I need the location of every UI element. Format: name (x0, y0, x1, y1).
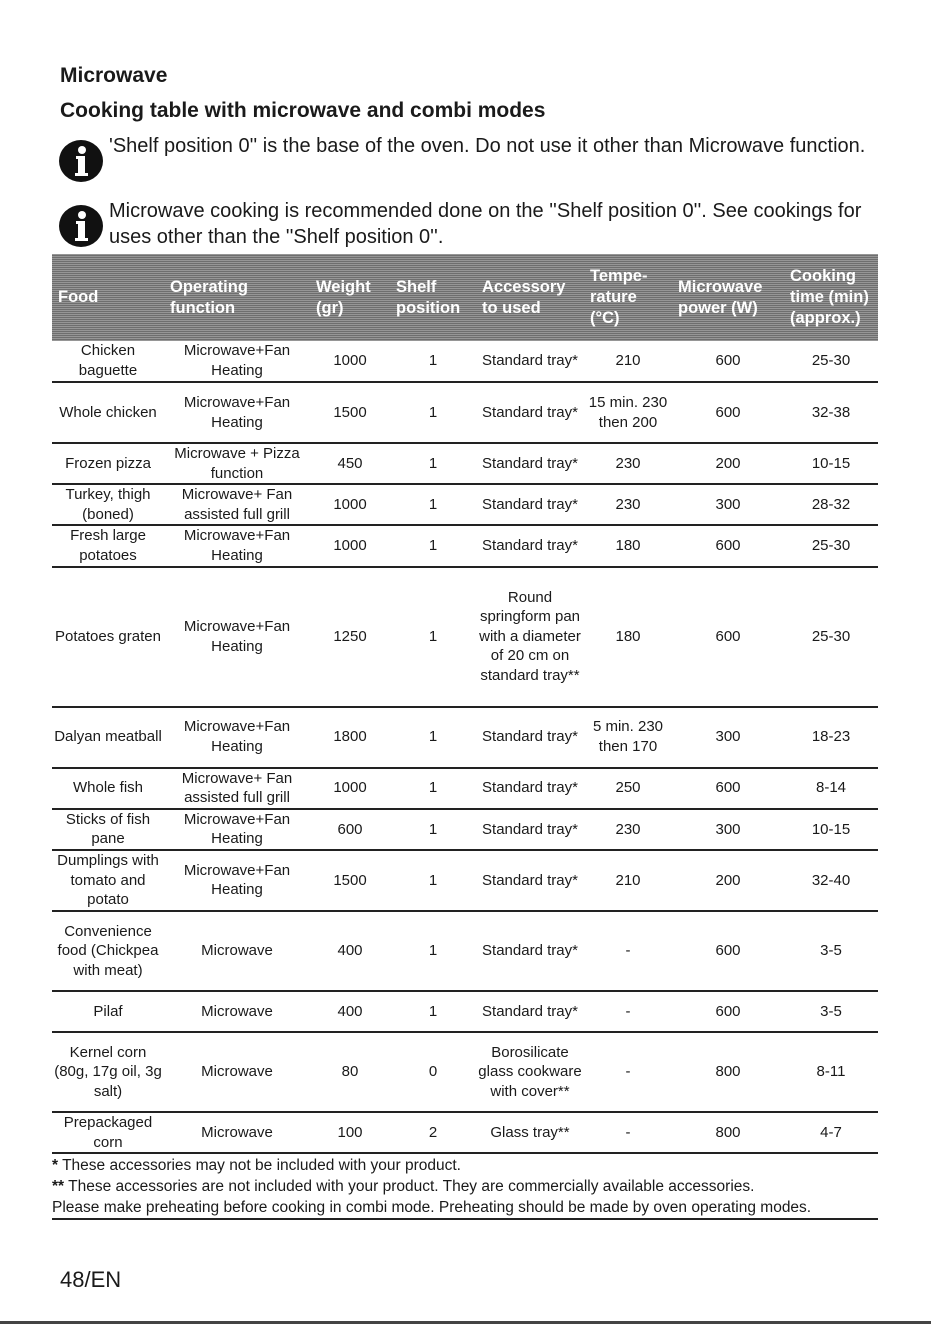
preheat-note: Please make preheating before cooking in combi mode. Preheating should be made by oven operating modes. (52, 1199, 812, 1216)
table-cell: Glass tray** (476, 1112, 584, 1153)
table-cell: Turkey, thigh (boned) (52, 484, 164, 525)
table-cell: 200 (672, 850, 784, 911)
info-icon (58, 139, 104, 183)
table-header-row (52, 254, 878, 341)
table-cell: Microwave+Fan Heating (164, 707, 310, 768)
table-cell: Dalyan meatball (52, 707, 164, 768)
table-cell: 300 (672, 809, 784, 850)
table-cell: Standard tray* (476, 707, 584, 768)
table-cell: 600 (672, 768, 784, 809)
column-header: Accessory to used (476, 254, 584, 341)
table-cell: 3-5 (784, 911, 878, 991)
page-number: 48/EN (60, 1267, 122, 1292)
table-cell: 18-23 (784, 707, 878, 768)
table-cell: 400 (310, 911, 390, 991)
table-row (52, 341, 878, 382)
table-cell: 5 min. 230 then 170 (584, 707, 672, 768)
table-cell: 1000 (310, 484, 390, 525)
table-cell: Standard tray* (476, 484, 584, 525)
table-row (52, 1032, 878, 1112)
table-cell: 300 (672, 484, 784, 525)
table-cell: 400 (310, 991, 390, 1032)
table-cell: Standard tray* (476, 911, 584, 991)
column-header: Tempe- rature (°C) (584, 254, 672, 341)
table-cell: 25-30 (784, 341, 878, 382)
table-cell: 1 (390, 567, 476, 707)
table-cell: 600 (672, 525, 784, 566)
table-cell: 450 (310, 443, 390, 484)
cooking-table (52, 254, 878, 1154)
table-cell: 25-30 (784, 567, 878, 707)
table-cell: 1500 (310, 850, 390, 911)
table-cell: Microwave (164, 1032, 310, 1112)
table-cell: 800 (672, 1032, 784, 1112)
table-cell: 1800 (310, 707, 390, 768)
column-header: Food (52, 254, 164, 341)
table-cell: 25-30 (784, 525, 878, 566)
table-cell: 600 (672, 991, 784, 1032)
table-cell: 8-11 (784, 1032, 878, 1112)
table-cell: 1 (390, 768, 476, 809)
table-cell: Standard tray* (476, 443, 584, 484)
note-text: Microwave cooking is recommended done on the ''Shelf position 0''. See cookings for uses other than the ''Shelf position 0''. (109, 200, 862, 248)
table-cell: 180 (584, 567, 672, 707)
table-cell: 80 (310, 1032, 390, 1112)
table-cell: Microwave + Pizza function (164, 443, 310, 484)
table-cell: 100 (310, 1112, 390, 1153)
table-cell: Potatoes graten (52, 567, 164, 707)
table-cell: 230 (584, 809, 672, 850)
table-cell: Standard tray* (476, 809, 584, 850)
table-cell: Convenience food (Chickpea with meat) (52, 911, 164, 991)
table-row (52, 991, 878, 1032)
column-header: Shelf position (390, 254, 476, 341)
column-header: Microwave power (W) (672, 254, 784, 341)
table-cell: 600 (672, 382, 784, 443)
table-cell: 180 (584, 525, 672, 566)
table-cell: Whole fish (52, 768, 164, 809)
note-text: 'Shelf position 0'' is the base of the oven. Do not use it other than Microwave function. (109, 135, 866, 157)
table-cell: 0 (390, 1032, 476, 1112)
table-cell: 32-38 (784, 382, 878, 443)
table-row (52, 850, 878, 911)
page-title: Microwave (60, 64, 168, 87)
table-cell: 300 (672, 707, 784, 768)
table-cell: 1 (390, 525, 476, 566)
table-cell: 32-40 (784, 850, 878, 911)
table-cell: 15 min. 230 then 200 (584, 382, 672, 443)
table-cell: Microwave+Fan Heating (164, 382, 310, 443)
footnote-single (52, 1155, 878, 1176)
table-cell: Fresh large potatoes (52, 525, 164, 566)
table-cell: Borosilicate glass cookware with cover** (476, 1032, 584, 1112)
footnote-text: These accessories may not be included with your product. (58, 1157, 461, 1174)
table-cell: 1000 (310, 341, 390, 382)
table-cell: Sticks of fish pane (52, 809, 164, 850)
table-cell: 1 (390, 911, 476, 991)
column-header: Weight (gr) (310, 254, 390, 341)
table-cell: 28-32 (784, 484, 878, 525)
section-title: Cooking table with microwave and combi modes (60, 99, 546, 122)
table-row (52, 525, 878, 566)
table-cell: 1000 (310, 768, 390, 809)
table-cell: Standard tray* (476, 341, 584, 382)
footnote-mark: ** (52, 1178, 65, 1195)
table-cell: Standard tray* (476, 850, 584, 911)
table-cell: Round springform pan with a diameter of 20 cm on standard tray** (476, 567, 584, 707)
table-cell: 1 (390, 707, 476, 768)
column-header: Operating function (164, 254, 310, 341)
table-cell: 1 (390, 443, 476, 484)
table-row (52, 567, 878, 707)
table-cell: 600 (310, 809, 390, 850)
table-row (52, 809, 878, 850)
table-cell: Whole chicken (52, 382, 164, 443)
footnotes (52, 1155, 878, 1220)
footnote-double (52, 1176, 878, 1197)
table-cell: 3-5 (784, 991, 878, 1032)
table-row (52, 768, 878, 809)
table-cell: 1 (390, 809, 476, 850)
table-cell: 230 (584, 443, 672, 484)
table-row (52, 382, 878, 443)
table-cell: Microwave+ Fan assisted full grill (164, 768, 310, 809)
table-cell: - (584, 1032, 672, 1112)
table-cell: Prepackaged corn (52, 1112, 164, 1153)
table-cell: Microwave+Fan Heating (164, 850, 310, 911)
table-body (52, 341, 878, 1153)
footnote-mark: * (52, 1157, 59, 1174)
table-cell: 1000 (310, 525, 390, 566)
table-cell: - (584, 1112, 672, 1153)
table-cell: 230 (584, 484, 672, 525)
table-cell: Microwave+Fan Heating (164, 567, 310, 707)
table-cell: 210 (584, 341, 672, 382)
table-cell: Standard tray* (476, 525, 584, 566)
table-cell: 1250 (310, 567, 390, 707)
table-cell: Chicken baguette (52, 341, 164, 382)
table-cell: Standard tray* (476, 768, 584, 809)
table-row (52, 911, 878, 991)
table-cell: Microwave+Fan Heating (164, 525, 310, 566)
table-cell: 250 (584, 768, 672, 809)
table-cell: 1 (390, 850, 476, 911)
table-cell: 600 (672, 341, 784, 382)
table-row (52, 1112, 878, 1153)
table-cell: 4-7 (784, 1112, 878, 1153)
table-cell: 1 (390, 991, 476, 1032)
table-row (52, 484, 878, 525)
table-cell: 600 (672, 567, 784, 707)
table-cell: Microwave (164, 991, 310, 1032)
table-cell: - (584, 911, 672, 991)
table-cell: Microwave (164, 1112, 310, 1153)
table-cell: 8-14 (784, 768, 878, 809)
table-cell: - (584, 991, 672, 1032)
table-cell: 10-15 (784, 443, 878, 484)
table-cell: Frozen pizza (52, 443, 164, 484)
footnote-text: These accessories are not included with your product. They are commercially available accessories. (64, 1178, 755, 1195)
table-cell: Standard tray* (476, 991, 584, 1032)
table-cell: 1 (390, 484, 476, 525)
table-cell: Kernel corn (80g, 17g oil, 3g salt) (52, 1032, 164, 1112)
table-cell: Microwave+ Fan assisted full grill (164, 484, 310, 525)
table-cell: Dumplings with tomato and potato (52, 850, 164, 911)
table-row (52, 707, 878, 768)
table-cell: 210 (584, 850, 672, 911)
table-cell: 1 (390, 382, 476, 443)
table-cell: Microwave (164, 911, 310, 991)
table-cell: 2 (390, 1112, 476, 1153)
table-cell: Microwave+Fan Heating (164, 341, 310, 382)
table-cell: Standard tray* (476, 382, 584, 443)
column-header: Cooking time (min) (approx.) (784, 254, 878, 341)
table-cell: Microwave+Fan Heating (164, 809, 310, 850)
table-cell: 1500 (310, 382, 390, 443)
table-cell: 600 (672, 911, 784, 991)
table-cell: Pilaf (52, 991, 164, 1032)
table-cell: 200 (672, 443, 784, 484)
info-note-2 (58, 198, 878, 250)
table-row (52, 443, 878, 484)
info-note-1 (58, 133, 878, 183)
table-cell: 10-15 (784, 809, 878, 850)
info-icon (58, 204, 104, 248)
table-cell: 800 (672, 1112, 784, 1153)
table-cell: 1 (390, 341, 476, 382)
